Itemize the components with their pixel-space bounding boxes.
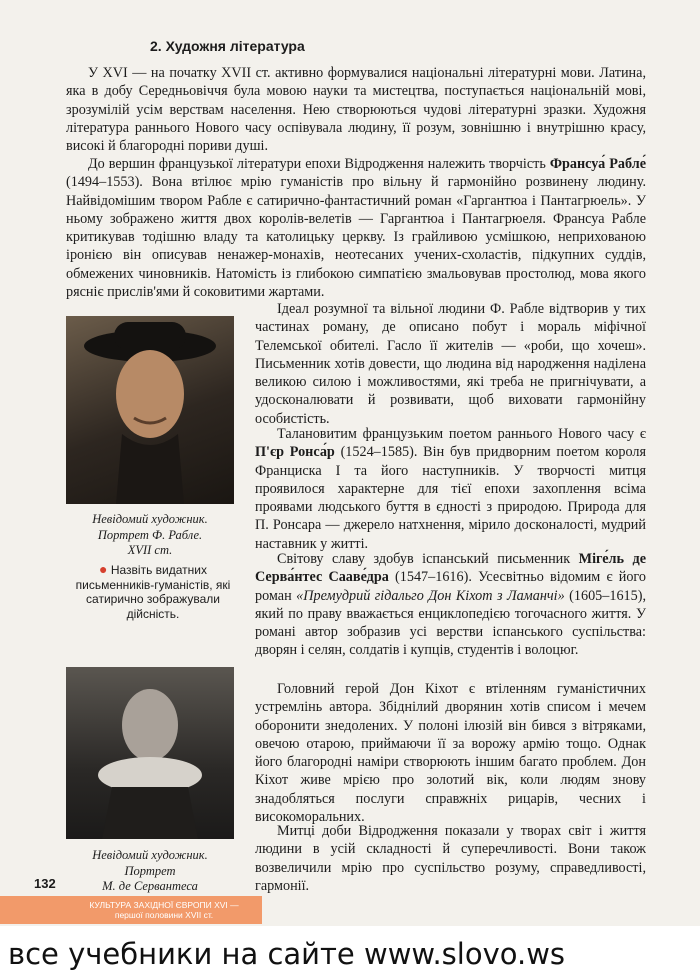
paragraph-cervantes: Світову славу здобув іспанський письменник Міге́ль де Серва́нтес Сааве́дра (1547–1616). Усесвітньо відомим є його роман «Премудрий гідальго Дон Кіхот з Ламанчі» (1605–1615), який по праву вважається енциклопедією тогочасного життя. У романі автор зобразив усі верстви іспанського суспільства: дворян і селян, солдатів і купців, студентів і волоцюг. [255, 551, 647, 659]
paragraph-intro: У XVI — на початку XVII ст. активно формувалися національні літературні мови. Латина, яка в добу Середньовіччя була мовою науки та мистецтва, поступається національній мові, зрозумілій усім верствам населення. Нею створюються чудові літературні зразки. Художня література раннього Нового часу оспівувала людину, її розум, зовнішню і внутрішню красу, високі й благородні пориви душі. [66, 65, 646, 155]
caption-rabelais: Невідомий художник. Портрет Ф. Рабле. XVII ст. [92, 512, 208, 557]
paragraph-conclusion: Митці доби Відродження показали у творах світ і життя людини в усій складності й суперечливості. Вони також возвеличили мрію про суспільство розуму, справедливості, гармонії. [255, 823, 646, 894]
name-rabelais: Франсуа́ Рабле́ [549, 156, 646, 172]
page-number: 132 [34, 876, 56, 891]
paragraph-rabelais: До вершин французької літератури епохи Відродження належить творчість Франсуа́ Рабле́ (1494–1553). Вона втілює мрію гуманістів про вільну й гармонійно розвинену людину. Найвідомішим твором Рабле є сатирично-фантастичний роман «Гаргантюа і Пантагрюель». У ньому зображено життя двох королів-велетів — Гаргантюа і Пантагрюеля. Франсуа Рабле критикував тодішню владу та католицьку церкву. Із грайливою усмішкою, неприхованою іронією він описував ненажер-монахів, неотесаних учених-схоластів, підкупних суддів, обмежених чиновників. Натомість із глибокою симпатією змальовував простолюд, мова якого рясніє прислів'ями й соковитими жартами. [66, 156, 646, 301]
ad-banner-text[interactable]: все учебники на сайте www.slovo.ws [8, 937, 566, 971]
portrait-rabelais [66, 316, 234, 504]
portrait-cervantes [66, 667, 234, 839]
title-don-quixote: «Премудрий гідальго Дон Кіхот з Ламанчі» [296, 587, 565, 604]
running-footer: КУЛЬТУРА ЗАХІДНОЇ ЄВРОПИ XVI — першої половини XVII ст. [89, 900, 239, 920]
caption-cervantes: Невідомий художник. Портрет М. де Сервантеса [92, 848, 208, 893]
question-box: ● Назвіть видатних письменників-гуманістів, які сатирично зображували дійсність. [75, 561, 231, 621]
paragraph-don-quixote: Головний герой Дон Кіхот є втіленням гуманістичних устремлінь автора. Збіднілий дворянин хотів списом і мечем оборонити знедолених. У полоні ілюзій він бився з вітряками, овечою отарою, приймаючи її за ворожу армію тощо. Однак його благородні наміри створюють іншим багато проблем. Дон Кіхот живе мрією про золотий вік, коли людям знову знадобляться послуги справжніх рицарів, чесних і високоморальних. [255, 681, 646, 826]
name-cervantes: Міге́ль де Серва́нтес Сааве́дра [255, 551, 647, 586]
paragraph-ideal: Ідеал розумної та вільної людини Ф. Рабле відтворив у тих частинах роману, де описано побут і мораль міфічної Телемської обителі. Гасло її жителів — «роби, що хочеш». Письменник хотів довести, що людина від народження наділена великою силою і можливостями, які треба не пригнічувати, а удосконалювати й розвивати, щоб виховати гармонійну особистість. [255, 301, 646, 427]
bullet-icon: ● [99, 561, 108, 577]
section-heading: 2. Художня література [150, 38, 305, 54]
paragraph-ronsard: Талановитим французьким поетом раннього Нового часу є П'єр Ронса́р (1524–1585). Він був придворним поетом короля Франциска I та його наступників. У творчості митця проявилося характерне для тієї епохи захоплення всіма проявами людського буття в єдності з природою. Природа для П. Ронсара — джерело натхнення, мірило досконалості, мудрий наставник у житті. [255, 426, 646, 552]
name-ronsard: П'єр Ронса́р [255, 444, 335, 461]
